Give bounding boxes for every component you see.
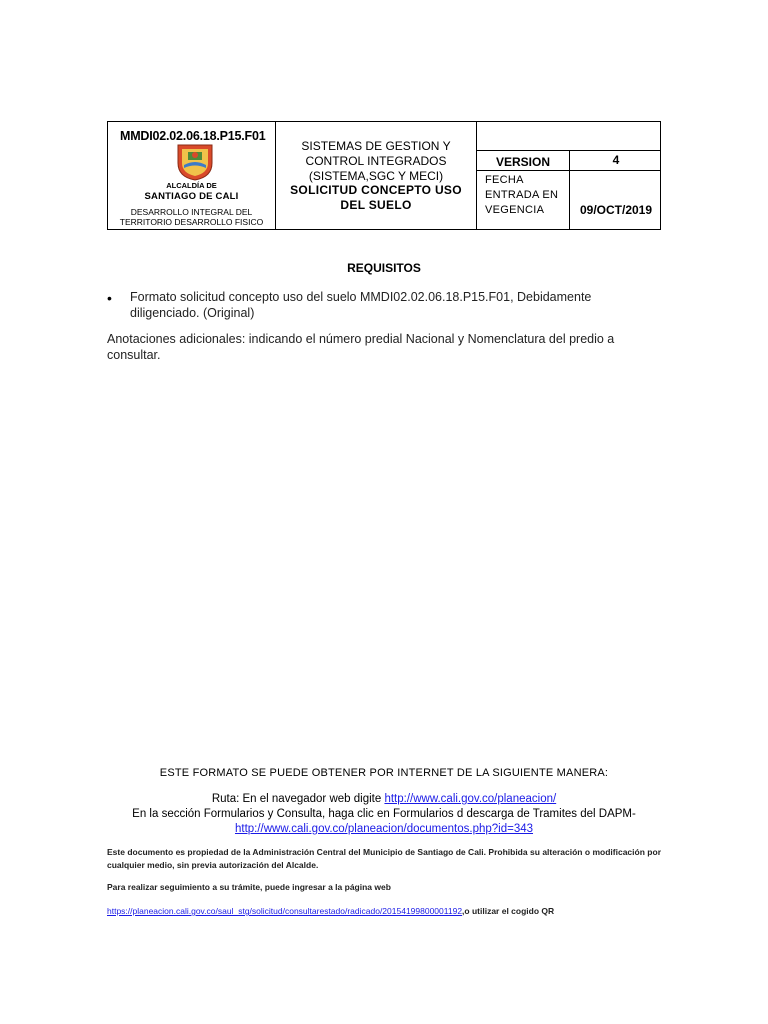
tracking-link[interactable]: https://planeacion.cali.gov.co/saul_stg/solicitud/consultarestado/radicado/20154199800001192 [107, 906, 463, 916]
anotaciones-text: Anotaciones adicionales: indicando el número predial Nacional y Nomenclatura del predio a consultar. [107, 332, 615, 362]
city-label: SANTIAGO DE CALI [144, 191, 239, 202]
form-code: MMDI02.02.06.18.P15.F01 [120, 129, 266, 143]
documentos-line [107, 822, 661, 837]
tracking-tail: ,o utilizar el cogido QR [462, 906, 555, 916]
system-title: SISTEMAS DE GESTION Y CONTROL INTEGRADOS (SISTEMA,SGC Y MECI) [301, 139, 451, 183]
cali-seal-logo [174, 141, 216, 181]
form-title: SOLICITUD CONCEPTO USO DEL SUELO [290, 183, 462, 212]
version-value: 4 [612, 153, 620, 167]
ruta-line [107, 792, 661, 807]
seccion-text: En la sección Formularios y Consulta, haga clic en Formularios d descarga de Tramites del DAPM- [132, 808, 636, 820]
header-table [107, 121, 661, 230]
version-label: VERSION [495, 155, 550, 169]
ruta-prefix: Ruta: En el navegador web digite [211, 793, 385, 805]
alcaldia-label: ALCALDÍA DE [166, 181, 217, 190]
requisito-item: Formato solicitud concepto uso del suelo MMDI02.02.06.18.P15.F01, Debidamente diligenciado. (Original) [130, 290, 592, 320]
footer-intro: ESTE FORMATO SE PUEDE OBTENER POR INTERNET DE LA SIGUIENTE MANERA: [159, 767, 609, 779]
bullet-marker: • [107, 290, 112, 306]
fecha-value: 09/OCT/2019 [579, 203, 653, 217]
fecha-label: FECHA ENTRADA EN VEGENCIA [485, 174, 559, 216]
tracking-line [107, 906, 554, 916]
requisitos-heading: REQUISITOS [347, 261, 421, 275]
department-label: DESARROLLO INTEGRAL DEL TERRITORIO DESARROLLO FISICO [119, 207, 264, 227]
propiedad-notice: Este documento es propiedad de la Administración Central del Municipio de Santiago de Cali. Prohibida su alteración o modificación por cualquier medio, sin previa autorización del Alcalde. [107, 847, 661, 870]
seguimiento-text: Para realizar seguimiento a su trámite, puede ingresar a la página web [107, 882, 391, 892]
documentos-link[interactable]: http://www.cali.gov.co/planeacion/documentos.php?id=343 [234, 823, 534, 835]
planeacion-link[interactable]: http://www.cali.gov.co/planeacion/ [384, 793, 557, 805]
